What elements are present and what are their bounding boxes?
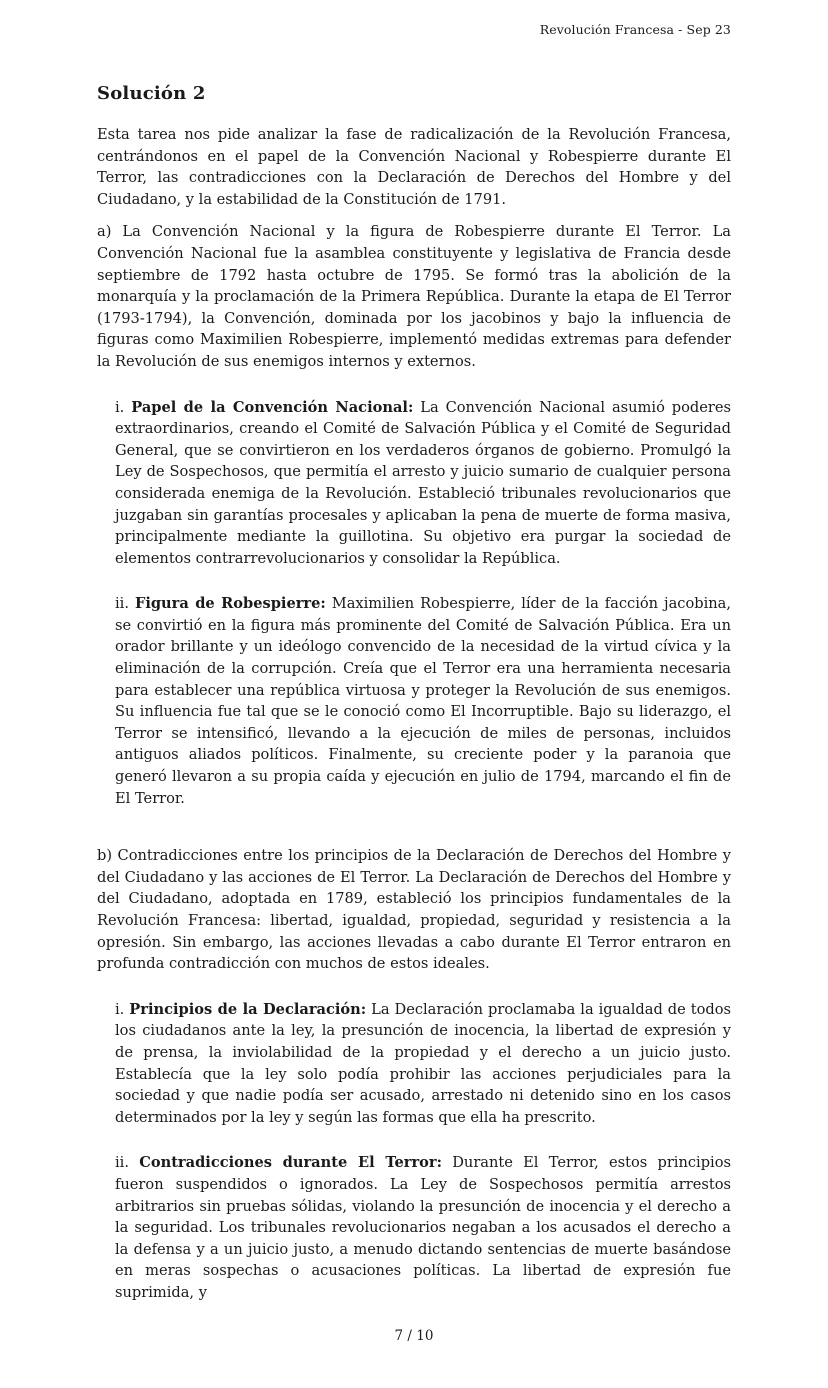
intro-paragraph: Esta tarea nos pide analizar la fase de radicalización de la Revolución Francesa, centrándonos en el papel de la Convención Nacional y Robespierre durante El Terror, las contradicciones con la Declaración de Derechos del Hombre y del Ciudadano, y la estabilidad de la Constitución de 1791. bbox=[97, 126, 731, 208]
section-b-paragraph: b) Contradicciones entre los principios de la Declaración de Derechos del Hombre y del Ciudadano y las acciones de El Terror. La Declaración de Derechos del Hombre y del Ciudadano, adoptada en 1789, estableció los principios fundamentales de la Revolución Francesa: libertad, igualdad, propiedad, seguridad y resistencia a la opresión. Sin embargo, las acciones llevadas a cabo durante El Terror entraron en profunda contradicción con muchos de estos ideales. bbox=[97, 847, 731, 973]
item-marker: ii. bbox=[115, 1154, 140, 1172]
page-number: 7 / 10 bbox=[394, 1327, 434, 1344]
item-marker: ii. bbox=[115, 595, 135, 613]
item-label: Figura de Robespierre: bbox=[134, 595, 326, 613]
list-item-a2 bbox=[115, 593, 731, 809]
page-header-right: Revolución Francesa - Sep 23 bbox=[539, 22, 731, 37]
item-label: Papel de la Convención Nacional: bbox=[131, 398, 414, 416]
item-text: La Convención Nacional asumió poderes extraordinarios, creando el Comité de Salvación Pública y el Comité de Seguridad General, que se convirtieron en los verdaderos órganos de gobierno. Promulgó la Ley de Sospechosos, que permitía el arresto y juicio sumario de cualquier persona considerada enemiga de la Revolución. Estableció tribunales revolucionarios que juzgaban sin garantías procesales y aplicaban la pena de muerte de forma masiva, principalmente mediante la guillotina. Su objetivo era purgar la sociedad de elementos contrarrevolucionarios y consolidar la República. bbox=[115, 398, 731, 567]
item-text: Durante El Terror, estos principios fueron suspendidos o ignorados. La Ley de Sospechosos permitía arrestos arbitrarios sin pruebas sólidas, violando la presunción de inocencia y el derecho a la seguridad. Los tribunales revolucionarios negaban a los acusados el derecho a la defensa y a un juicio justo, a menudo dictando sentencias de muerte basándose en meras sospechas o acusaciones políticas. La libertad de expresión fue suprimida, y bbox=[115, 1154, 731, 1301]
list-item-a1 bbox=[115, 397, 731, 570]
item-marker: i. bbox=[115, 1000, 130, 1018]
document-body bbox=[97, 124, 731, 1328]
page-title: Solución 2 bbox=[97, 83, 206, 104]
item-label: Contradicciones durante El Terror: bbox=[139, 1154, 442, 1172]
list-item-b2 bbox=[115, 1152, 731, 1303]
section-a-paragraph: a) La Convención Nacional y la figura de Robespierre durante El Terror. La Convención Nacional fue la asamblea constituyente y legislativa de Francia desde septiembre de 1792 hasta octubre de 1795. Se formó tras la abolición de la monarquía y la proclamación de la Primera República. Durante la etapa de El Terror (1793-1794), la Convención, dominada por los jacobinos y bajo la influencia de figuras como Maximilien Robespierre, implementó medidas extremas para defender la Revolución de sus enemigos internos y externos. bbox=[97, 223, 731, 370]
item-marker: i. bbox=[115, 398, 132, 416]
item-text: La Declaración proclamaba la igualdad de todos los ciudadanos ante la ley, la presunción de inocencia, la libertad de expresión y de prensa, la inviolabilidad de la propiedad y el derecho a un juicio justo. Establecía que la ley solo podía prohibir las acciones perjudiciales para la sociedad y que nadie podía ser acusado, arrestado ni detenido sino en los casos determinados por la ley y según las formas que ella ha prescrito. bbox=[115, 1000, 731, 1126]
list-item-b1 bbox=[115, 999, 731, 1129]
item-text: Maximilien Robespierre, líder de la facción jacobina, se convirtió en la figura más prominente del Comité de Salvación Pública. Era un orador brillante y un ideólogo convencido de la necesidad de la virtud cívica y la eliminación de la corrupción. Creía que el Terror era una herramienta necesaria para establecer una república virtuosa y proteger la Revolución de sus enemigos. Su influencia fue tal que se le conoció como El Incorruptible. Bajo su liderazgo, el Terror se intensificó, llevando a la ejecución de miles de personas, incluidos antiguos aliados políticos. Finalmente, su creciente poder y la paranoia que generó llevaron a su propia caída y ejecución en julio de 1794, marcando el fin de El Terror. bbox=[115, 595, 731, 807]
item-label: Principios de la Declaración: bbox=[129, 1000, 367, 1018]
